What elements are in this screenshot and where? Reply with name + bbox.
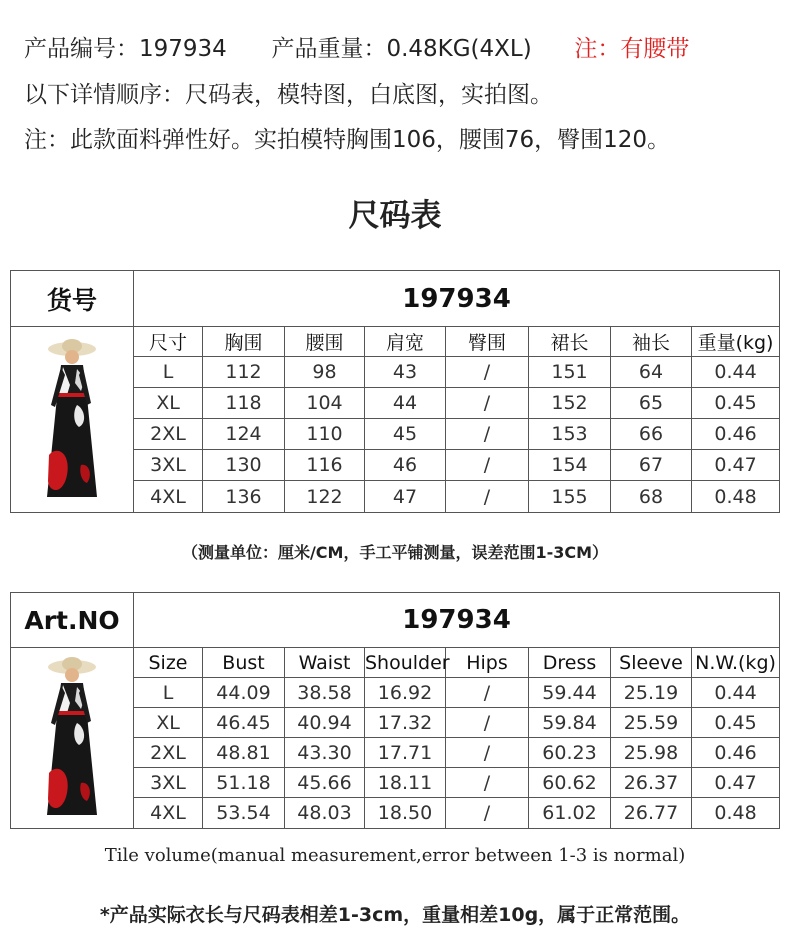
cell: 0.46 bbox=[692, 738, 780, 768]
cell: 40.94 bbox=[285, 708, 365, 738]
cell: 61.02 bbox=[529, 798, 611, 829]
cell: 124 bbox=[203, 419, 285, 450]
cell: 17.71 bbox=[365, 738, 446, 768]
cell: 16.92 bbox=[365, 678, 446, 708]
measurement-note-cn: （测量单位：厘米/CM，手工平铺测量，误差范围1-3CM） bbox=[181, 543, 609, 562]
cell: 60.23 bbox=[529, 738, 611, 768]
cell: / bbox=[446, 450, 529, 481]
cell: 46 bbox=[365, 450, 446, 481]
cell: 18.11 bbox=[365, 768, 446, 798]
col-header: 胸围 bbox=[203, 327, 285, 357]
article-label: Art.NO bbox=[11, 593, 134, 648]
cell: 152 bbox=[529, 388, 611, 419]
size-table-en bbox=[10, 592, 780, 829]
article-number: 197934 bbox=[134, 593, 780, 648]
cell: 0.47 bbox=[692, 450, 780, 481]
cell: 0.48 bbox=[692, 481, 780, 513]
cell: 3XL bbox=[134, 450, 203, 481]
col-header: 肩宽 bbox=[365, 327, 446, 357]
cell: 66 bbox=[611, 419, 692, 450]
col-header: Waist bbox=[285, 648, 365, 678]
cell: 48.03 bbox=[285, 798, 365, 829]
col-header: 腰围 bbox=[285, 327, 365, 357]
cell: 38.58 bbox=[285, 678, 365, 708]
cell: 2XL bbox=[134, 738, 203, 768]
cell: 112 bbox=[203, 357, 285, 388]
cell: 0.45 bbox=[692, 388, 780, 419]
cell: 59.44 bbox=[529, 678, 611, 708]
measurement-note-en: Tile volume(manual measurement,error between 1-3 is normal) bbox=[104, 845, 686, 866]
article-label: 货号 bbox=[11, 271, 134, 327]
cell: 43.30 bbox=[285, 738, 365, 768]
col-header: 臀围 bbox=[446, 327, 529, 357]
cell: 0.44 bbox=[692, 678, 780, 708]
model-photo bbox=[11, 648, 134, 829]
cell: 18.50 bbox=[365, 798, 446, 829]
cell: 0.46 bbox=[692, 419, 780, 450]
footer-note: *产品实际衣长与尺码表相差1-3cm，重量相差10g，属于正常范围。 bbox=[99, 904, 691, 926]
model-photo-icon bbox=[37, 653, 107, 823]
cell: 153 bbox=[529, 419, 611, 450]
cell: 45.66 bbox=[285, 768, 365, 798]
article-number: 197934 bbox=[134, 271, 780, 327]
cell: 4XL bbox=[134, 798, 203, 829]
col-header: 袖长 bbox=[611, 327, 692, 357]
cell: 118 bbox=[203, 388, 285, 419]
belt-note: 注：有腰带 bbox=[574, 36, 690, 62]
header-line-2: 以下详情顺序：尺码表，模特图，白底图，实拍图。 bbox=[24, 82, 553, 108]
col-header: Hips bbox=[446, 648, 529, 678]
product-weight: 产品重量：0.48KG(4XL) bbox=[271, 36, 532, 62]
cell: 122 bbox=[285, 481, 365, 513]
cell: / bbox=[446, 357, 529, 388]
cell: 17.32 bbox=[365, 708, 446, 738]
cell: 2XL bbox=[134, 419, 203, 450]
cell: L bbox=[134, 357, 203, 388]
cell: 65 bbox=[611, 388, 692, 419]
cell: 3XL bbox=[134, 768, 203, 798]
cell: 48.81 bbox=[203, 738, 285, 768]
model-photo bbox=[11, 327, 134, 513]
cell: / bbox=[446, 419, 529, 450]
cell: 151 bbox=[529, 357, 611, 388]
cell: 0.48 bbox=[692, 798, 780, 829]
size-chart-title: 尺码表 bbox=[348, 198, 442, 234]
col-header: 裙长 bbox=[529, 327, 611, 357]
cell: 25.98 bbox=[611, 738, 692, 768]
cell: XL bbox=[134, 708, 203, 738]
cell: 67 bbox=[611, 450, 692, 481]
cell: 130 bbox=[203, 450, 285, 481]
cell: 26.77 bbox=[611, 798, 692, 829]
col-header: Shoulder bbox=[365, 648, 446, 678]
col-header: Size bbox=[134, 648, 203, 678]
cell: 59.84 bbox=[529, 708, 611, 738]
cell: / bbox=[446, 678, 529, 708]
cell: 155 bbox=[529, 481, 611, 513]
cell: 26.37 bbox=[611, 768, 692, 798]
cell: / bbox=[446, 738, 529, 768]
table-header-row bbox=[11, 327, 780, 357]
cell: 104 bbox=[285, 388, 365, 419]
cell: 60.62 bbox=[529, 768, 611, 798]
cell: / bbox=[446, 481, 529, 513]
cell: 68 bbox=[611, 481, 692, 513]
cell: 0.44 bbox=[692, 357, 780, 388]
col-header: 重量(kg) bbox=[692, 327, 780, 357]
cell: 25.19 bbox=[611, 678, 692, 708]
size-table-cn bbox=[10, 270, 780, 513]
cell: / bbox=[446, 388, 529, 419]
cell: 45 bbox=[365, 419, 446, 450]
table-header-row bbox=[11, 648, 780, 678]
col-header: N.W.(kg) bbox=[692, 648, 780, 678]
header-line-1 bbox=[24, 30, 689, 63]
col-header: Dress bbox=[529, 648, 611, 678]
cell: 116 bbox=[285, 450, 365, 481]
cell: 0.45 bbox=[692, 708, 780, 738]
model-photo-icon bbox=[37, 335, 107, 505]
cell: 110 bbox=[285, 419, 365, 450]
cell: 136 bbox=[203, 481, 285, 513]
cell: 44 bbox=[365, 388, 446, 419]
cell: XL bbox=[134, 388, 203, 419]
cell: 43 bbox=[365, 357, 446, 388]
cell: 44.09 bbox=[203, 678, 285, 708]
product-code: 产品编号：197934 bbox=[24, 36, 227, 62]
col-header: 尺寸 bbox=[134, 327, 203, 357]
col-header: Sleeve bbox=[611, 648, 692, 678]
cell: / bbox=[446, 798, 529, 829]
cell: 53.54 bbox=[203, 798, 285, 829]
cell: 0.47 bbox=[692, 768, 780, 798]
col-header: Bust bbox=[203, 648, 285, 678]
cell: 154 bbox=[529, 450, 611, 481]
cell: 98 bbox=[285, 357, 365, 388]
cell: 25.59 bbox=[611, 708, 692, 738]
cell: 4XL bbox=[134, 481, 203, 513]
cell: 51.18 bbox=[203, 768, 285, 798]
cell: 46.45 bbox=[203, 708, 285, 738]
cell: L bbox=[134, 678, 203, 708]
cell: 64 bbox=[611, 357, 692, 388]
cell: / bbox=[446, 708, 529, 738]
cell: / bbox=[446, 768, 529, 798]
header-line-3: 注：此款面料弹性好。实拍模特胸围106，腰围76，臀围120。 bbox=[24, 127, 671, 153]
cell: 47 bbox=[365, 481, 446, 513]
